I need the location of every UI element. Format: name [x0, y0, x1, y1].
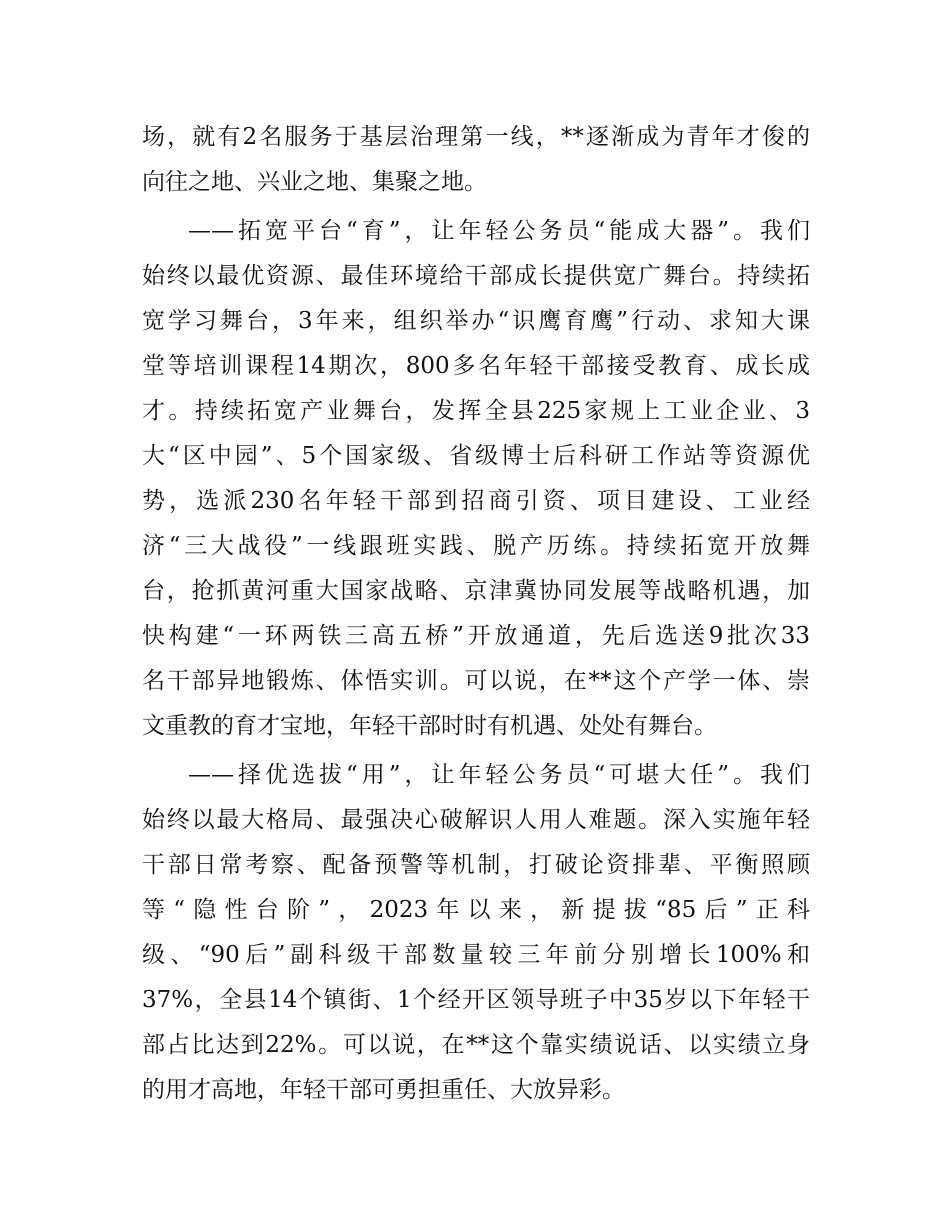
text-line: 等“隐性台阶”，2023年以来，新提拔“85后”正科	[142, 897, 810, 923]
text-line: 堂等培训课程14期次，800多名年轻干部接受教育、成长成	[142, 353, 810, 379]
text-line: 大“区中园”、5个国家级、省级博士后科研工作站等资源优	[142, 443, 810, 469]
text-line: 始终以最优资源、最佳环境给干部成长提供宽广舞台。持续拓	[142, 263, 810, 289]
text-line: 才。持续拓宽产业舞台，发挥全县225家规上工业企业、3	[142, 398, 810, 424]
text-line: 级、“90后”副科级干部数量较三年前分别增长100%和	[142, 942, 810, 968]
text-line: 始终以最大格局、最强决心破解识人用人难题。深入实施年轻	[142, 807, 810, 833]
document-body	[142, 115, 810, 1113]
text-line: 文重教的育才宝地，年轻干部时时有机遇、处处有舞台。	[142, 713, 717, 739]
paragraph-continuation	[142, 115, 810, 205]
text-line: 向往之地、兴业之地、集聚之地。	[142, 169, 487, 195]
text-line: ——拓宽平台“育”，让年轻公务员“能成大器”。我们	[188, 218, 810, 244]
text-line: 宽学习舞台，3年来，组织举办“识鹰育鹰”行动、求知大课	[142, 308, 810, 334]
text-line: 37%，全县14个镇街、1个经开区领导班子中35岁以下年轻干	[142, 987, 810, 1013]
text-line: 的用才高地，年轻干部可勇担重任、大放异彩。	[142, 1077, 625, 1103]
text-line: 快构建“一环两铁三高五桥”开放通道，先后选送9批次33	[142, 623, 810, 649]
text-line: 部占比达到22%。可以说，在**这个靠实绩说话、以实绩立身	[142, 1032, 810, 1058]
paragraph-selection-use	[142, 753, 810, 1113]
text-line: 济“三大战役”一线跟班实践、脱产历练。持续拓宽开放舞	[142, 533, 810, 559]
text-line: 名干部异地锻炼、体悟实训。可以说，在**这个产学一体、崇	[142, 668, 810, 694]
text-line: 台，抢抓黄河重大国家战略、京津冀协同发展等战略机遇，加	[142, 578, 810, 604]
text-line: 场，就有2名服务于基层治理第一线，**逐渐成为青年才俊的	[142, 124, 810, 150]
paragraph-platform-cultivation	[142, 209, 810, 749]
text-line: 势，选派230名年轻干部到招商引资、项目建设、工业经	[142, 488, 810, 514]
text-line: ——择优选拔“用”，让年轻公务员“可堪大任”。我们	[188, 762, 810, 788]
text-line: 干部日常考察、配备预警等机制，打破论资排辈、平衡照顾	[142, 852, 810, 878]
